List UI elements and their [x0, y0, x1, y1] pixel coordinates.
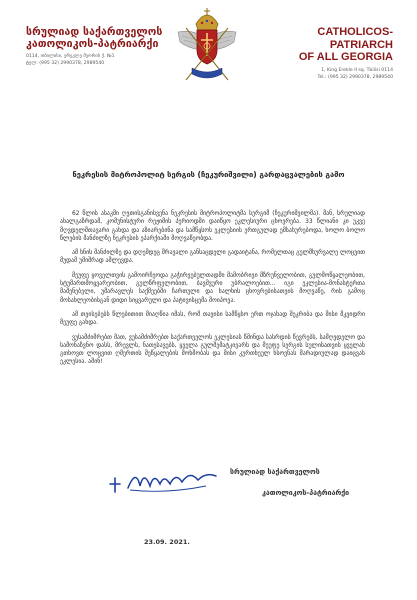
body-paragraph: 62 წლის ასაკში ღვთისგანისვენა ნეკრესის მიტროპოლიტმა სერგიმ (ჩეკურიშვილმა). მან, სრულიად ახალგაზრდამ, კომუნისტური რეჟიმის პერიოდში დაიწყო ეკლესიური ცხოვრება. 33 წლიანი კი უკვე მღვდელმთავარი გახდა და აზიარებინა და სამწყსოს ეკლესიის ერთგულად ემსახურებოდა, ხოლო ბოლო წლების მანძილზე ნეკრესის ეპარქიაში მოღვაწეობდა.: [60, 211, 365, 242]
org-name-english: [263, 26, 393, 64]
patriarchate-crest-icon: [172, 4, 242, 90]
header-left: [26, 26, 166, 67]
header-right: [263, 26, 393, 81]
address-line: 1, King Erekle II sq. Tbilisi 0114: [321, 67, 393, 73]
org-name-line: კათოლიკოს-პატრიარქი: [26, 38, 159, 50]
body-paragraph: ამ ხნის მანძილზე და დღემდეც მრავალი განსაცდელი გადაიტანა, რომელთაც გულმხურვალე ლოცვით მუდამ უმიშრად ამლევდა.: [60, 250, 366, 265]
handwritten-signature: [106, 460, 221, 500]
org-name-line: სრულიად საქართველოს: [26, 26, 163, 38]
signatory-title-line1: სრულიად საქართველოს: [230, 468, 320, 476]
address-line: 0114, თბილისი, ერეკლე მეორის ქ. №1: [26, 54, 115, 59]
body-paragraph: მეუფე ყოველთვის გამოირჩეოდა გაჭირვებულთადმი მამობრივი მზრუნველობით, გულმოწყალეობით, სტუმართმოყვარეობით, გულწრფელობით, ბავშვური უბრალოებით... იგი ეკლესია-მონასტერთა მაშენებელი, უმარავლეს საქმეებში ჩართული და ხალხის ცხოვრებისათვის მოღვაწე, რის გამოც მოსახლეობისგან დიდი სიყვარული და პატივისცემა მოიპოვა.: [60, 272, 365, 304]
phone-line: Tel.: (995 32) 2990378, 2989540: [317, 74, 393, 80]
address-georgian: [26, 53, 166, 67]
org-name-georgian: [26, 26, 166, 50]
address-english: [263, 67, 393, 81]
body-paragraph: ვუსამძიმრებთ მათ, ვუსამძიმრებთ საქართველოს ეკლესიას წმინდა სასრდის წევრებს, სამღვდელო და სამონაზვნო დასს, მრევლს, ნათესავებს, ყველა გულშემატკივარს და მეუფე სერგის სულისათვის ყველას გთხოვთ ლოცვით ღმერთის შეწყალების მოხმობას და მისი კურთხეულ ხსოვნას მარადიულად დაიცვას ეკლესია. ამინ!: [60, 334, 365, 366]
org-name-line: CATHOLICOS-PATRIARCH: [317, 26, 393, 51]
letter-date: 23.09. 2021.: [144, 538, 190, 546]
letter-body: [60, 210, 365, 373]
body-paragraph: ამ თვისებებს წლებითით მიაღწია იმას, რომ თავისი სამწყსო ერთ ოჯახად შეკრიბა და მისი მკვიდრი მეუფე გახდა.: [60, 311, 365, 327]
signatory-title-line2: კათოლიკოს-პატრიარქი: [262, 489, 350, 497]
phone-line: ტელ: (995 32) 2990378, 2989540: [26, 61, 105, 66]
letter-title: ნეკრესის მიტროპოლიტ სერგის (ჩეკურიშვილი) გარდაცვალების გამო: [72, 170, 345, 179]
org-name-line: OF ALL GEORGIA: [298, 51, 393, 63]
